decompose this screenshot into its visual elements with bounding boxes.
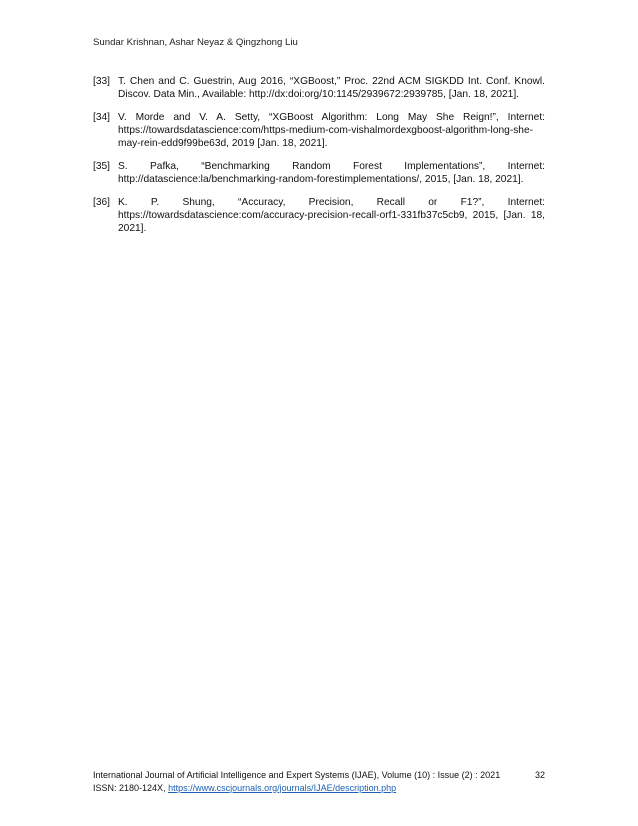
page-number: 32 bbox=[534, 770, 545, 780]
reference-item bbox=[93, 75, 545, 101]
journal-link[interactable]: https://www.cscjournals.org/journals/IJAE/description.php bbox=[168, 782, 397, 793]
reference-number: [35] bbox=[93, 161, 110, 173]
running-header: Sundar Krishnan, Ashar Neyaz & Qingzhong Liu bbox=[93, 37, 298, 48]
page-footer bbox=[93, 769, 545, 794]
footer-issn-line bbox=[93, 782, 545, 795]
reference-item bbox=[93, 111, 545, 151]
reference-text: K. P. Shung, “Accuracy, Precision, Recall or F1?”, Internet: https://towardsdatascience:com/accuracy-precision-recall-orf1-331fb37c5cb9, 2015, [Jan. 18, 2021]. bbox=[118, 196, 545, 235]
reference-list bbox=[93, 75, 545, 245]
reference-text: T. Chen and C. Guestrin, Aug 2016, “XGBoost,” Proc. 22nd ACM SIGKDD Int. Conf. Knowl. Discov. Data Min., Available: http://dx:doi:org/10:1145/2939672:2939785, [Jan. 18, 2021]. bbox=[118, 76, 545, 101]
footer-journal-line bbox=[93, 769, 545, 782]
reference-item bbox=[93, 196, 545, 236]
reference-number: [36] bbox=[93, 196, 110, 208]
footer-issn: ISSN: 2180-124X, bbox=[93, 782, 166, 793]
reference-item bbox=[93, 160, 545, 186]
reference-text: S. Pafka, “Benchmarking Random Forest Implementations”, Internet: http://datascience:la/benchmarking-random-forestimplementations/, 2015, [Jan. 18, 2021]. bbox=[118, 161, 545, 186]
reference-number: [33] bbox=[93, 76, 110, 87]
footer-journal: International Journal of Artificial Intelligence and Expert Systems (IJAE), Volume (10) : Issue (2) : 2021 bbox=[93, 770, 501, 780]
reference-text: V. Morde and V. A. Setty, “XGBoost Algorithm: Long May She Reign!”, Internet: https://towardsdatascience:com/https-medium-com-vishalmordexgboost-algorithm-long-she-may-rein-edd9f99be63d, 2019 [Jan. 18, 2021]. bbox=[118, 111, 545, 150]
reference-number: [34] bbox=[93, 111, 110, 123]
